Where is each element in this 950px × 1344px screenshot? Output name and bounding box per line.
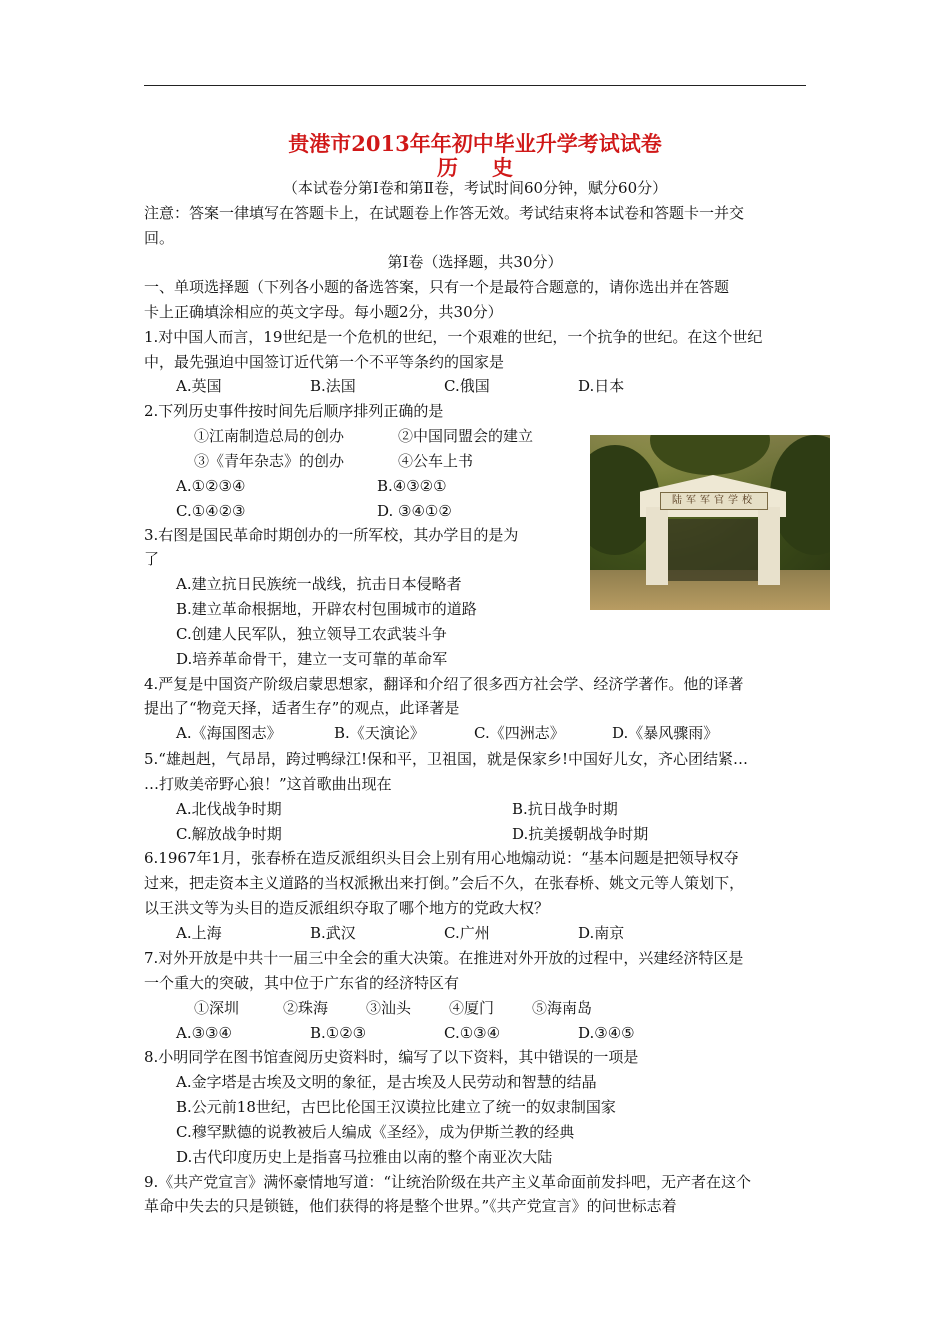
question-stem: 4.严复是中国资产阶级启蒙思想家，翻译和介绍了很多西方社会学、经济学著作。他的译著	[144, 675, 744, 693]
option: A.建立抗日民族统一战线，抗击日本侵略者	[176, 575, 462, 593]
exam-subtitle: （本试卷分第Ⅰ卷和第Ⅱ卷，考试时间60分钟，赋分60分）	[282, 179, 668, 197]
option: A.上海	[176, 924, 222, 942]
question-stem: 3.右图是国民革命时期创办的一所军校，其办学目的是为	[144, 526, 519, 544]
option: A.北伐战争时期	[176, 800, 282, 818]
zone-item: ④厦门	[449, 999, 495, 1017]
option: D.古代印度历史上是指喜马拉雅由以南的整个南亚次大陆	[176, 1148, 553, 1166]
question-stem: 革命中失去的只是锁链，他们获得的将是整个世界。”《共产党宣言》的问世标志着	[144, 1197, 677, 1215]
option: D.南京	[578, 924, 625, 942]
question-stem: 过来，把走资本主义道路的当权派揪出来打倒。”会后不久，在张春桥、姚文元等人策划下，	[144, 874, 745, 892]
option: B.法国	[310, 377, 356, 395]
zone-item: ①深圳	[194, 999, 240, 1017]
option: B.抗日战争时期	[512, 800, 618, 818]
option: C.①③④	[444, 1024, 501, 1042]
exam-title: 贵港市2013年年初中毕业升学考试试卷	[288, 131, 662, 156]
question-stem: 5.“雄赳赳，气昂昂，跨过鸭绿江!保和平，卫祖国，就是保家乡!中国好儿女，齐心团结紧…	[144, 750, 749, 768]
option: A.金字塔是古埃及文明的象征，是古埃及人民劳动和智慧的结晶	[176, 1073, 597, 1091]
question-stem: …打败美帝野心狼！”这首歌曲出现在	[144, 775, 392, 793]
question-stem: 6.1967年1月，张春桥在造反派组织头目会上别有用心地煽动说：“基本问题是把领导权夺	[144, 849, 739, 867]
option: B.④③②①	[377, 477, 447, 495]
option: A.①②③④	[176, 477, 246, 495]
option: C.穆罕默德的说教被后人编成《圣经》，成为伊斯兰教的经典	[176, 1123, 575, 1141]
question-stem: 2.下列历史事件按时间先后顺序排列正确的是	[144, 402, 444, 420]
option: B.①②③	[310, 1024, 367, 1042]
zone-item: ③汕头	[366, 999, 412, 1017]
option: B.武汉	[310, 924, 356, 942]
military-academy-photo	[590, 435, 830, 610]
academy-sign: 陆军军官学校	[660, 492, 768, 510]
zone-item: ②珠海	[283, 999, 329, 1017]
option: D.③④⑤	[578, 1024, 635, 1042]
option: C.解放战争时期	[176, 825, 282, 843]
option: B.公元前18世纪，古巴比伦国王汉谟拉比建立了统一的奴隶制国家	[176, 1098, 616, 1116]
header-rule	[144, 85, 806, 86]
event-item: ②中国同盟会的建立	[398, 427, 534, 445]
option: D.抗美援朝战争时期	[512, 825, 649, 843]
option: C.①④②③	[176, 502, 246, 520]
option: D. ③④①②	[377, 502, 452, 520]
notice-line: 回。	[144, 229, 175, 247]
question-stem: 1.对中国人而言，19世纪是一个危机的世纪，一个艰难的世纪，一个抗争的世纪。在这个世纪	[144, 328, 763, 346]
option: C.创建人民军队，独立领导工农武装斗争	[176, 625, 447, 643]
event-item: ③《青年杂志》的创办	[194, 452, 345, 470]
option: D.培养革命骨干，建立一支可靠的革命军	[176, 650, 448, 668]
option: C.广州	[444, 924, 490, 942]
question-stem: 了	[144, 550, 160, 568]
question-stem: 7.对外开放是中共十一届三中全会的重大决策。在推进对外开放的过程中，兴建经济特区是	[144, 949, 744, 967]
question-stem: 提出了“物竞天择，适者生存”的观点，此译著是	[144, 699, 460, 717]
option: A.英国	[176, 377, 222, 395]
zone-item: ⑤海南岛	[532, 999, 593, 1017]
option: A.《海国图志》	[176, 724, 282, 742]
question-stem: 一个重大的突破，其中位于广东省的经济特区有	[144, 974, 460, 992]
option: B.《天演论》	[334, 724, 425, 742]
part-instructions: 卡上正确填涂相应的英文字母。每小题2分，共30分）	[144, 303, 503, 321]
subject-title: 历史	[437, 155, 547, 180]
option: D.日本	[578, 377, 625, 395]
option: C.俄国	[444, 377, 490, 395]
notice-line: 注意：答案一律填写在答题卡上，在试题卷上作答无效。考试结束将本试卷和答题卡一并交	[144, 204, 745, 222]
option: D.《暴风骤雨》	[612, 724, 719, 742]
section-heading: 第Ⅰ卷（选择题，共30分）	[387, 253, 563, 271]
question-stem: 中，最先强迫中国签订近代第一个不平等条约的国家是	[144, 353, 505, 371]
question-stem: 8.小明同学在图书馆查阅历史资料时，编写了以下资料，其中错误的一项是	[144, 1048, 639, 1066]
event-item: ④公车上书	[398, 452, 474, 470]
option: C.《四洲志》	[474, 724, 565, 742]
question-stem: 以王洪文等为头目的造反派组织夺取了哪个地方的党政大权？	[144, 899, 550, 917]
event-item: ①江南制造总局的创办	[194, 427, 345, 445]
option: B.建立革命根据地，开辟农村包围城市的道路	[176, 600, 477, 618]
question-stem: 9.《共产党宣言》满怀豪情地写道：“让统治阶级在共产主义革命面前发抖吧，无产者在这个	[144, 1173, 751, 1191]
option: A.③③④	[176, 1024, 232, 1042]
part-instructions: 一、单项选择题（下列各小题的备选答案，只有一个是最符合题意的，请你选出并在答题	[144, 278, 730, 296]
